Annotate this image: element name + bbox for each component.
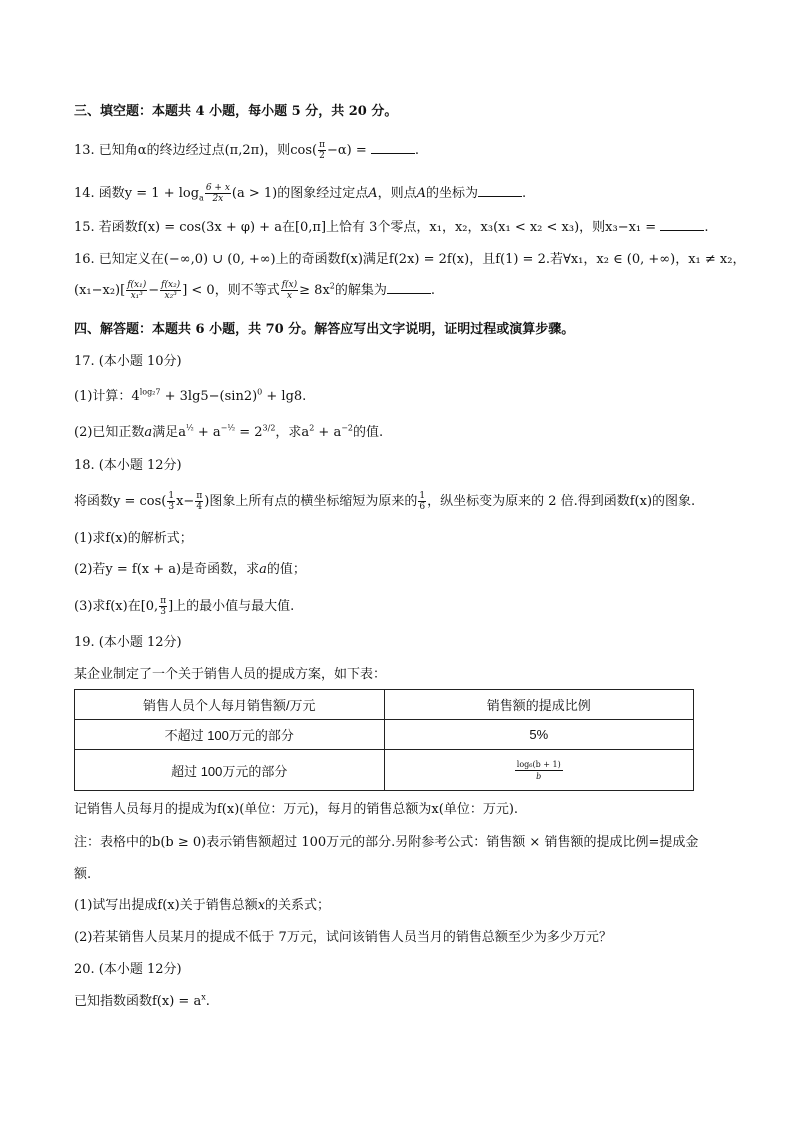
- table-cell: 5%: [384, 720, 694, 750]
- table-cell: 不超过 100万元的部分: [75, 720, 385, 750]
- question-20-title: 20. (本小题 12分): [74, 962, 182, 977]
- table-header: 销售额的提成比例: [384, 690, 694, 720]
- question-19-note2: 额.: [74, 867, 92, 882]
- question-17-part1: (1)计算：$4^{log_27} + 3\lg 5-(\sin 2)^0 + \lg 8$.: [74, 387, 307, 404]
- answer-blank[interactable]: [371, 141, 415, 154]
- question-18-part3: (3)求f(x)在[0, $\frac{\pi}{3}$ ]上的最小值与最大值.: [74, 596, 295, 617]
- answer-blank[interactable]: [387, 281, 431, 294]
- question-13: 13. 已知角α的终边经过点(π,2π)，则cos( $\frac{\pi}{2}$ −α) = .: [74, 140, 420, 161]
- question-15: 15. 若函数f(x) = cos(3x + φ) + a在[0,π]上恰有 3个零点，x₁，x₂，x₃(x₁ < x₂ < x₃)，则x₃−x₁ = .: [74, 220, 709, 235]
- question-14: 14. 函数$y = 1 + \log_a$ $\frac{6 + x}{2x}$ (a > 1)的图象经过定点A，则点A的坐标为 .: [74, 183, 527, 204]
- question-18-title: 18. (本小题 12分): [74, 458, 182, 473]
- question-20-line1: 已知指数函数$f(x) = a^x$.: [74, 992, 210, 1009]
- table-header: 销售人员个人每月销售额/万元: [75, 690, 385, 720]
- question-17-part2: (2)已知正数a满足$a^{\frac{1}{2}} + a^{-\frac{1}{2}} = 2^{3/2}$，求$a^2 + a^{-2}$的值.: [74, 423, 384, 440]
- table-header-row: [75, 690, 694, 720]
- section4-heading: 四、解答题：本题共 6 小题，共 70 分。解答应写出文字说明，证明过程或演算步骤。: [74, 322, 575, 337]
- question-19-title: 19. (本小题 12分): [74, 635, 182, 650]
- question-18-part2: (2)若y = f(x + a)是奇函数，求a的值；: [74, 562, 306, 577]
- question-19-part1: (1)试写出提成f(x)关于销售总额x的关系式；: [74, 898, 331, 913]
- section3-heading: 三、填空题：本题共 4 小题，每小题 5 分，共 20 分。: [74, 104, 398, 119]
- table-row: [75, 750, 694, 791]
- question-17-title: 17. (本小题 10分): [74, 354, 182, 369]
- question-19-note1: 注：表格中的b(b ≥ 0)表示销售额超过 100万元的部分.另附参考公式：销售额 × 销售额的提成比例=提成金: [74, 835, 699, 850]
- table-row: [75, 720, 694, 750]
- question-18-part1: (1)求f(x)的解析式；: [74, 531, 193, 546]
- question-16-line1: 16. 已知定义在(−∞,0) ∪ (0, +∞)上的奇函数f(x)满足f(2x) = 2f(x)，且f(1) = 2.若∀x₁，x₂ ∈ (0, +∞)，x₁ ≠ x₂，: [74, 252, 746, 267]
- answer-blank[interactable]: [660, 218, 704, 231]
- table-cell-formula: $\frac{\text{log₆(b + 1)}}{b}$: [384, 750, 694, 791]
- question-19-intro: 某企业制定了一个关于销售人员的提成方案，如下表：: [74, 667, 387, 682]
- question-19-part2: (2)若某销售人员某月的提成不低于 7万元，试问该销售人员当月的销售总额至少为多少万元？: [74, 930, 612, 945]
- question-16-line2: (x₁−x₂)[ $\frac{\text{f(x₁)}}{\text{x₁³}}$ − $\frac{\text{f(x₂)}}{\text{x₂³}}$ ] < 0，则不等式 $\frac{f(x)}{x}$ ≥ $8x^2$的解集为 .: [74, 280, 436, 301]
- question-18-desc: 将函数y = cos( $\frac{1}{3}$ x− $\frac{\pi}{4}$ )图象上所有点的横坐标缩短为原来的 $\frac{1}{6}$ ，纵坐标变为原来的 2 倍.得到函数f(x)的图象.: [74, 491, 696, 512]
- answer-blank[interactable]: [478, 184, 522, 197]
- commission-table: [74, 689, 694, 791]
- table-cell: 超过 100万元的部分: [75, 750, 385, 791]
- question-19-line1: 记销售人员每月的提成为f(x)(单位：万元)，每月的销售总额为x(单位：万元).: [74, 802, 519, 817]
